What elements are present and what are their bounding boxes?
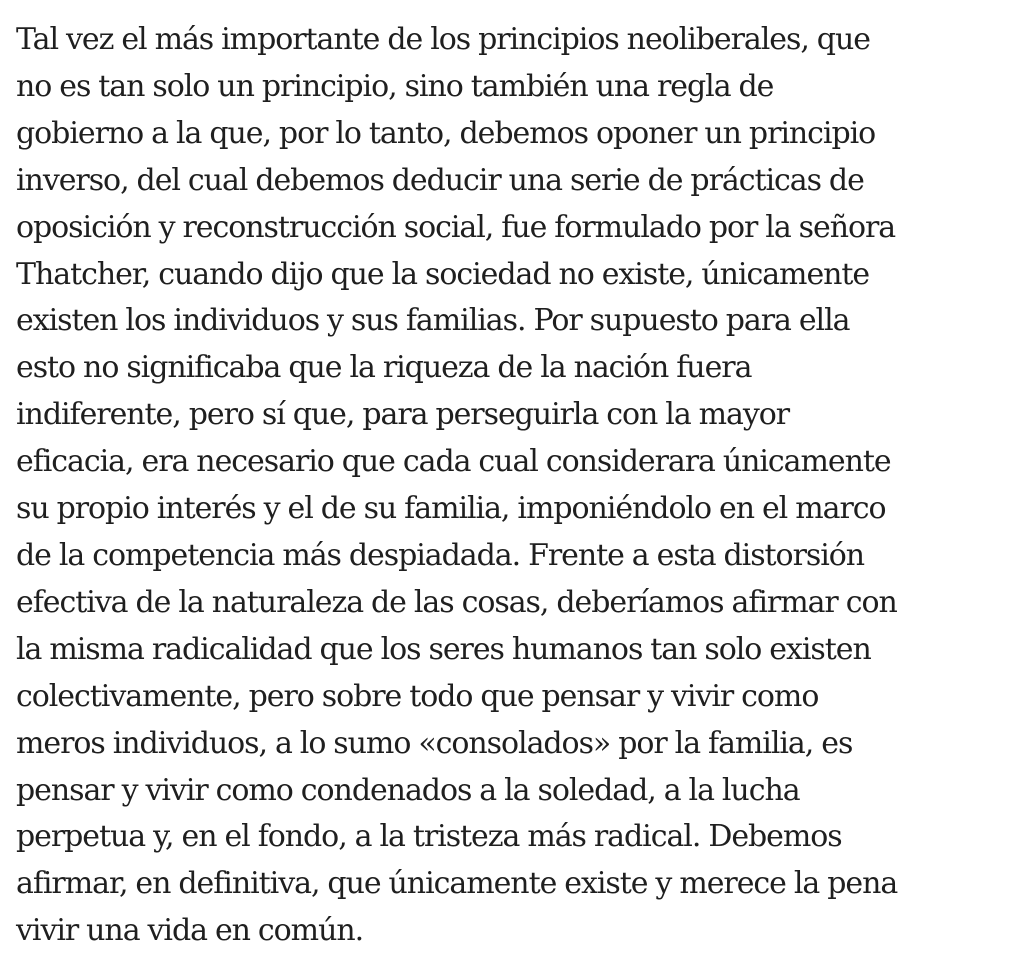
paragraph-line: eficacia, era necesario que cada cual considerara únicamente xyxy=(16,444,891,480)
paragraph-line: indiferente, pero sí que, para perseguirla con la mayor xyxy=(16,397,790,433)
paragraph-line: meros individuos, a lo sumo «consolados» por la familia, es xyxy=(16,725,853,761)
paragraph-line: vivir una vida en común. xyxy=(16,913,364,949)
paragraph-line: Thatcher, cuando dijo que la sociedad no existe, únicamente xyxy=(16,256,870,292)
paragraph-line: colectivamente, pero sobre todo que pensar y vivir como xyxy=(16,678,819,714)
paragraph-line: su propio interés y el de su familia, imponiéndolo en el marco xyxy=(16,491,886,527)
paragraph-line: perpetua y, en el fondo, a la tristeza más radical. Debemos xyxy=(16,819,842,855)
paragraph-line: pensar y vivir como condenados a la soledad, a la lucha xyxy=(16,772,800,808)
paragraph-line: Tal vez el más importante de los principios neoliberales, que xyxy=(16,22,870,57)
paragraph-line: oposición y reconstrucción social, fue formulado por la señora xyxy=(16,209,896,245)
paragraph xyxy=(16,17,1020,955)
paragraph-line: inverso, del cual debemos deducir una serie de prácticas de xyxy=(16,162,864,198)
paragraph-line: afirmar, en definitiva, que únicamente existe y merece la pena xyxy=(16,866,898,902)
article-body xyxy=(16,17,1020,955)
paragraph-line: no es tan solo un principio, sino también una regla de xyxy=(16,68,774,104)
paragraph-line: esto no significaba que la riqueza de la nación fuera xyxy=(16,350,752,386)
paragraph-line: efectiva de la naturaleza de las cosas, deberíamos afirmar con xyxy=(16,584,897,620)
paragraph-line: gobierno a la que, por lo tanto, debemos oponer un principio xyxy=(16,115,876,151)
paragraph-line: existen los individuos y sus familias. Por supuesto para ella xyxy=(16,303,850,339)
paragraph-line: la misma radicalidad que los seres humanos tan solo existen xyxy=(16,631,871,667)
paragraph-line: de la competencia más despiadada. Frente a esta distorsión xyxy=(16,537,865,573)
